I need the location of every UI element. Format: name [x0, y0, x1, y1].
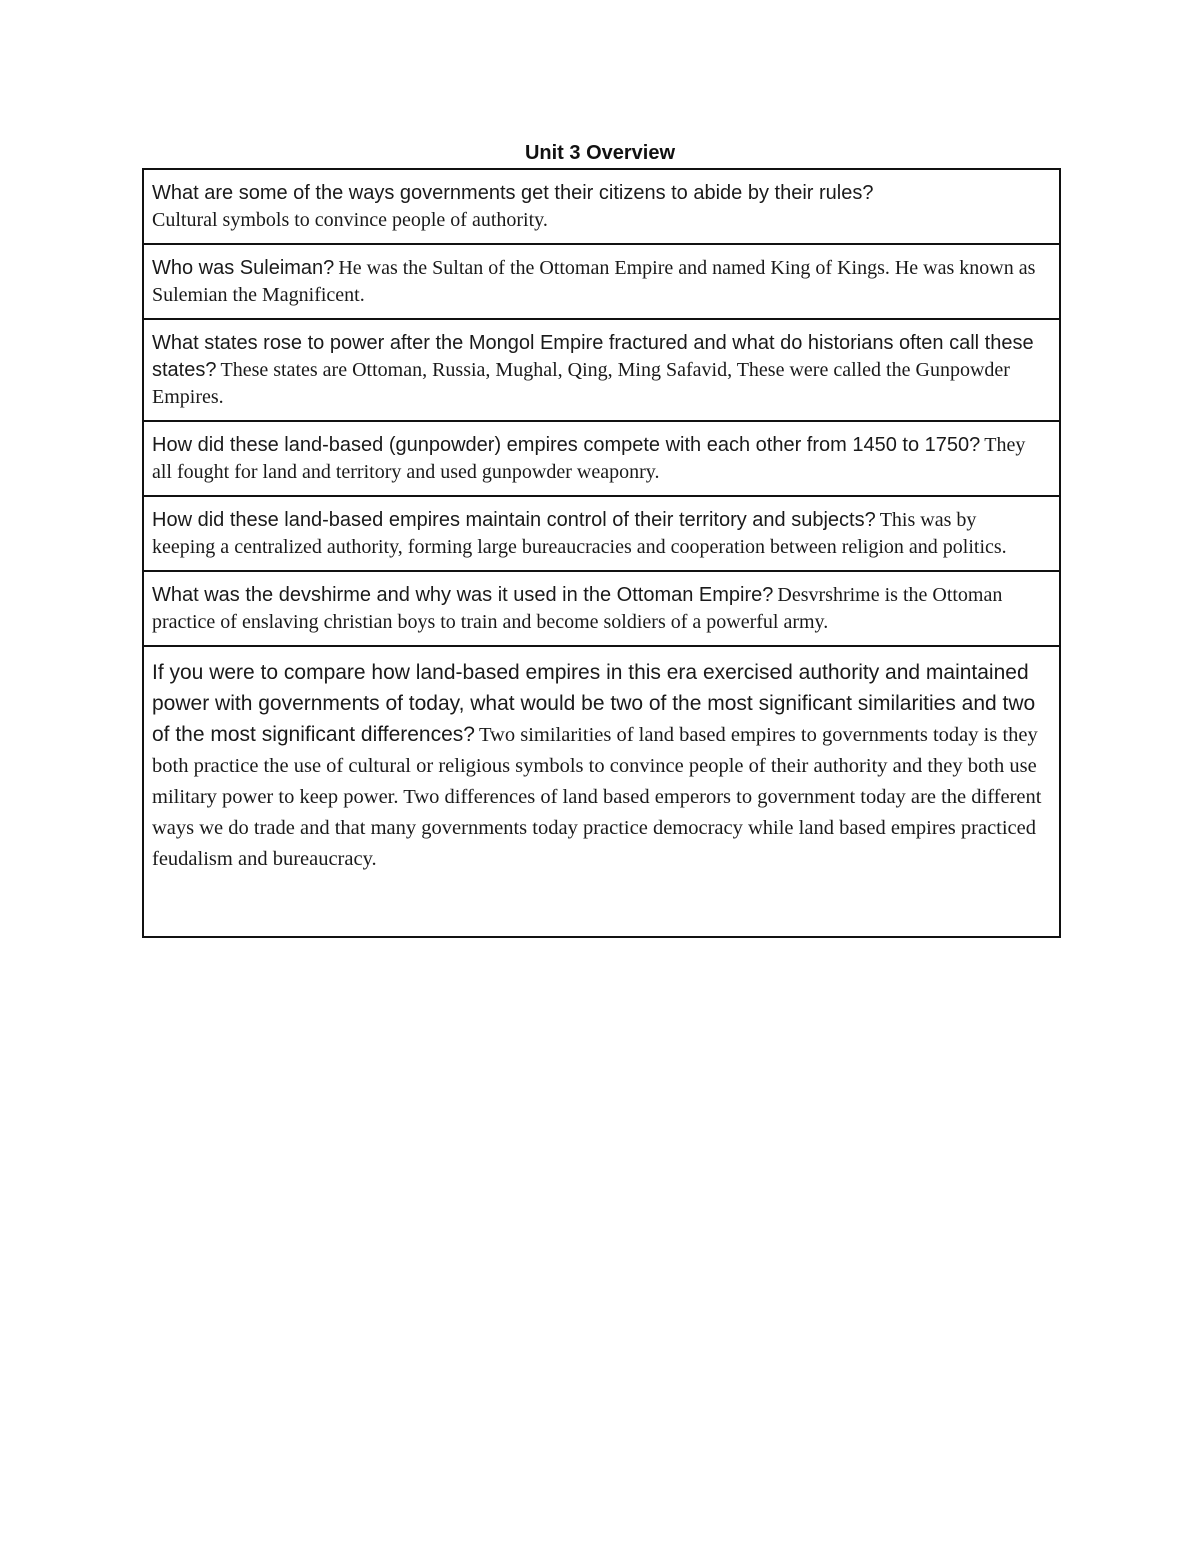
table-cell — [143, 496, 1060, 571]
question-text: How did these land-based empires maintain control of their territory and subjects? — [152, 509, 876, 531]
answer-text: This was by keeping a centralized authority, forming large bureaucracies and cooperation between religion and politics. — [152, 509, 1007, 558]
table-cell — [143, 244, 1060, 319]
answer-text: Two similarities of land based empires to governments today is they both practice the use of cultural or religious symbols to convince people of their authority and they both use military power to keep power. Two differences of land based emperors to government today are the different ways we do trade and that many governments today practice democracy while land based empires practiced feudalism and bureaucracy. — [152, 724, 1042, 870]
table-cell — [143, 169, 1060, 244]
table-row — [143, 496, 1060, 571]
table-row — [143, 244, 1060, 319]
answer-text: Cultural symbols to convince people of authority. — [152, 209, 548, 231]
table-row — [143, 319, 1060, 421]
answer-text: They all fought for land and territory and used gunpowder weaponry. — [152, 434, 1026, 483]
answer-text: These states are Ottoman, Russia, Mughal, Qing, Ming Safavid, These were called the Gunpowder Empires. — [152, 359, 1010, 408]
question-text: What was the devshirme and why was it used in the Ottoman Empire? — [152, 584, 774, 606]
page-title: Unit 3 Overview — [524, 142, 676, 164]
table-cell — [143, 421, 1060, 496]
answer-text: He was the Sultan of the Ottoman Empire and named King of Kings. He was known as Sulemian the Magnificent. — [152, 257, 1036, 306]
table-row — [143, 169, 1060, 244]
question-text: How did these land-based (gunpowder) empires compete with each other from 1450 to 1750? — [152, 434, 981, 456]
table-row — [143, 646, 1060, 937]
overview-table — [142, 168, 1061, 938]
table-row — [143, 421, 1060, 496]
table-cell — [143, 319, 1060, 421]
question-text: Who was Suleiman? — [152, 257, 335, 279]
question-text: What states rose to power after the Mongol Empire fractured and what do historians often call these states? — [152, 332, 1034, 381]
question-text: What are some of the ways governments get their citizens to abide by their rules? — [152, 182, 874, 204]
table-row — [143, 571, 1060, 646]
table-cell — [143, 571, 1060, 646]
table-cell — [143, 646, 1060, 937]
question-text: If you were to compare how land-based empires in this era exercised authority and maintained power with governments of today, what would be two of the most significant similarities and two of the most significant differences? — [152, 661, 1036, 746]
answer-text: Desvrshrime is the Ottoman practice of enslaving christian boys to train and become soldiers of a powerful army. — [152, 584, 1003, 633]
